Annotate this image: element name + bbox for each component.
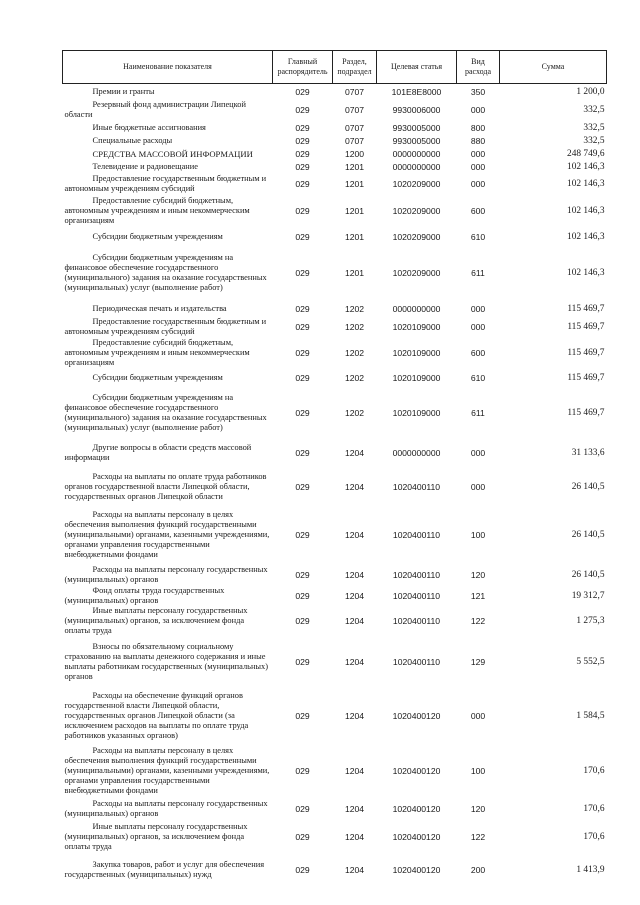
- cell-expense-type: 610: [470, 231, 486, 242]
- cell-target-article: 9930006000: [392, 105, 441, 115]
- table-row: [63, 100, 607, 121]
- cell-chief-manager: 029: [295, 122, 310, 133]
- cell-amount: 170,6: [583, 804, 605, 814]
- cell-amount: 5 552,5: [576, 657, 605, 667]
- cell-section: 1201: [344, 231, 365, 242]
- cell-indicator-name: Субсидии бюджетным учреждениям: [92, 373, 223, 382]
- cell-indicator-name: Предоставление субсидий бюджетным, автономным учреждениям и иным некоммерческим организациям: [64, 337, 250, 367]
- cell-chief-manager: 029: [295, 347, 310, 358]
- cell-target-article: 1020400110: [392, 481, 441, 492]
- cell-amount: 102 146,3: [567, 161, 605, 172]
- cell-target-article: 1020400120: [392, 832, 441, 842]
- cell-target-article: 0000000000: [392, 161, 441, 172]
- table-row: [63, 606, 607, 637]
- cell-section: 1204: [344, 864, 365, 875]
- cell-chief-manager: 029: [295, 178, 310, 189]
- cell-target-article: 9930005000: [392, 136, 441, 146]
- cell-target-article: 1020209000: [392, 268, 441, 278]
- cell-chief-manager: 029: [295, 448, 310, 458]
- cell-section: 1204: [344, 481, 365, 492]
- cell-target-article: 1020209000: [392, 206, 441, 216]
- budget-table: [62, 50, 607, 885]
- cell-chief-manager: 029: [295, 590, 310, 601]
- cell-section: 1201: [344, 206, 365, 216]
- table-row: [63, 121, 607, 135]
- cell-section: 1204: [344, 804, 365, 814]
- table-row: [63, 246, 607, 301]
- cell-section: 1202: [344, 321, 365, 332]
- cell-section: 1204: [344, 569, 365, 580]
- cell-section: 1202: [344, 408, 365, 418]
- cell-chief-manager: 029: [295, 569, 310, 580]
- table-header: [63, 51, 607, 84]
- cell-indicator-name: Специальные расходы: [92, 136, 173, 145]
- table-row: [63, 855, 607, 885]
- cell-indicator-name: Иные бюджетные ассигнования: [92, 122, 206, 132]
- header-target-article: Целевая статья: [377, 51, 457, 84]
- cell-amount: 115 469,7: [567, 321, 605, 332]
- cell-chief-manager: 029: [295, 161, 310, 172]
- table-row: [63, 195, 607, 228]
- table-row: [63, 506, 607, 564]
- table-row: [63, 148, 607, 161]
- table-row: [63, 84, 607, 100]
- header-chief-manager: Главный распорядитель: [273, 51, 333, 84]
- cell-expense-type: 120: [470, 804, 486, 814]
- table-body: [63, 84, 607, 885]
- cell-expense-type: 000: [470, 710, 486, 721]
- cell-target-article: 101E8E8000: [391, 86, 442, 97]
- cell-amount: 1 413,9: [576, 864, 605, 875]
- header-section: Раздел, подраздел: [333, 51, 377, 84]
- cell-chief-manager: 029: [295, 268, 310, 278]
- cell-indicator-name: Расходы на выплаты персоналу в целях обеспечения выполнения функций государственными (муниципальными) органами, казенными учреждениями, органами управления государственными внебюджетными фондами: [64, 746, 270, 795]
- cell-section: 0707: [344, 105, 365, 115]
- cell-expense-type: 121: [470, 590, 486, 601]
- cell-amount: 26 140,5: [571, 569, 605, 580]
- cell-expense-type: 122: [470, 616, 486, 626]
- cell-expense-type: 610: [470, 373, 486, 383]
- cell-expense-type: 000: [470, 481, 486, 492]
- table-row: [63, 439, 607, 468]
- cell-section: 1202: [344, 347, 365, 358]
- cell-indicator-name: Резервный фонд администрации Липецкой области: [64, 100, 246, 119]
- cell-section: 1204: [344, 832, 365, 842]
- cell-indicator-name: Предоставление государственным бюджетным и автономным учреждениям субсидий: [64, 316, 267, 336]
- table-row: [63, 564, 607, 586]
- cell-expense-type: 000: [470, 303, 486, 314]
- cell-indicator-name: Фонд оплаты труда государственных (муниципальных) органов: [64, 585, 225, 605]
- document-page: [62, 50, 606, 885]
- cell-indicator-name: Взносы по обязательному социальному страхованию на выплаты денежного содержания и иные выплаты работникам государственных (муниципальных) органов: [64, 642, 269, 681]
- cell-target-article: 0000000000: [392, 448, 441, 458]
- cell-target-article: 1020209000: [392, 231, 441, 242]
- cell-section: 1204: [344, 590, 365, 601]
- cell-expense-type: 350: [470, 86, 486, 97]
- cell-target-article: 1020400110: [392, 616, 441, 626]
- cell-indicator-name: Расходы на выплаты персоналу в целях обеспечения выполнения функций государственными (муниципальными) органами, казенными учреждениями, органами управления государственными внебюджетными фондами: [64, 509, 270, 559]
- cell-indicator-name: СРЕДСТВА МАССОВОЙ ИНФОРМАЦИИ: [92, 149, 253, 159]
- cell-amount: 332,5: [583, 105, 605, 115]
- cell-amount: 102 146,3: [567, 268, 605, 278]
- cell-target-article: 1020400120: [392, 766, 441, 776]
- cell-expense-type: 611: [471, 408, 485, 418]
- cell-amount: 332,5: [583, 136, 605, 146]
- cell-amount: 1 584,5: [576, 710, 605, 721]
- table-row: [63, 173, 607, 195]
- cell-section: 0707: [344, 122, 365, 133]
- table-row: [63, 586, 607, 606]
- cell-amount: 115 469,7: [567, 347, 605, 358]
- cell-chief-manager: 029: [295, 616, 310, 626]
- cell-amount: 102 146,3: [567, 178, 605, 189]
- cell-expense-type: 200: [470, 864, 486, 875]
- table-row: [63, 337, 607, 369]
- cell-target-article: 1020400110: [392, 529, 441, 540]
- cell-expense-type: 100: [470, 529, 486, 540]
- cell-section: 1204: [344, 616, 365, 626]
- cell-chief-manager: 029: [295, 481, 310, 492]
- cell-chief-manager: 029: [295, 710, 310, 721]
- table-row: [63, 228, 607, 246]
- cell-chief-manager: 029: [295, 804, 310, 814]
- cell-amount: 31 133,6: [571, 448, 605, 458]
- cell-target-article: 1020209000: [392, 178, 441, 189]
- cell-indicator-name: Расходы на выплаты персоналу государственных (муниципальных) органов: [64, 799, 268, 818]
- header-expense-type: Вид расхода: [457, 51, 500, 84]
- cell-target-article: 0000000000: [392, 149, 441, 159]
- cell-chief-manager: 029: [295, 766, 310, 776]
- header-amount: Сумма: [500, 51, 607, 84]
- cell-indicator-name: Периодическая печать и издательства: [92, 303, 227, 313]
- header-indicator-name: Наименование показателя: [63, 51, 273, 84]
- cell-target-article: 9930005000: [392, 122, 441, 133]
- table-row: [63, 799, 607, 820]
- cell-section: 1204: [344, 710, 365, 721]
- cell-indicator-name: Предоставление субсидий бюджетным, автономным учреждениям и иным некоммерческим организациям: [64, 196, 250, 225]
- cell-section: 1202: [344, 303, 365, 314]
- cell-chief-manager: 029: [295, 206, 310, 216]
- cell-section: 1204: [344, 448, 365, 458]
- cell-chief-manager: 029: [295, 136, 310, 146]
- cell-target-article: 1020400110: [392, 657, 441, 667]
- cell-chief-manager: 029: [295, 149, 310, 159]
- cell-amount: 332,5: [583, 122, 605, 133]
- cell-section: 1202: [344, 373, 365, 383]
- cell-indicator-name: Расходы на выплаты по оплате труда работников органов государственной власти Липецкой области, государственных органов Липецкой области: [64, 471, 267, 501]
- cell-indicator-name: Расходы на выплаты персоналу государственных (муниципальных) органов: [64, 564, 268, 584]
- cell-expense-type: 100: [470, 766, 486, 776]
- table-row: [63, 135, 607, 148]
- cell-expense-type: 120: [470, 569, 486, 580]
- cell-section: 1204: [344, 766, 365, 776]
- cell-target-article: 1020400120: [392, 864, 441, 875]
- cell-target-article: 1020400120: [392, 710, 441, 721]
- cell-expense-type: 000: [470, 448, 486, 458]
- cell-target-article: 1020109000: [392, 347, 441, 358]
- cell-indicator-name: Субсидии бюджетным учреждениям: [92, 231, 223, 241]
- cell-indicator-name: Другие вопросы в области средств массовой информации: [64, 443, 252, 462]
- cell-target-article: 1020400110: [392, 569, 441, 580]
- cell-chief-manager: 029: [295, 231, 310, 242]
- cell-amount: 26 140,5: [571, 481, 605, 492]
- cell-target-article: 0000000000: [392, 303, 441, 314]
- cell-amount: 115 469,7: [567, 373, 605, 383]
- cell-amount: 115 469,7: [567, 408, 605, 418]
- cell-amount: 26 140,5: [571, 529, 605, 540]
- table-row: [63, 161, 607, 173]
- cell-indicator-name: Телевидение и радиовещание: [92, 161, 198, 171]
- table-row: [63, 688, 607, 744]
- cell-section: 1204: [344, 657, 365, 667]
- cell-indicator-name: Субсидии бюджетным учреждениям на финансовое обеспечение государственного (муниципального) задания на оказание государственных (муниципальных) услуг (выполнение работ): [64, 393, 267, 432]
- cell-amount: 170,6: [583, 832, 605, 842]
- table-row: [63, 317, 607, 337]
- cell-section: 1201: [344, 161, 365, 172]
- cell-chief-manager: 029: [295, 105, 310, 115]
- cell-target-article: 1020109000: [392, 321, 441, 332]
- cell-chief-manager: 029: [295, 303, 310, 314]
- cell-amount: 1 275,3: [576, 616, 605, 626]
- cell-expense-type: 000: [470, 161, 486, 172]
- cell-chief-manager: 029: [295, 86, 310, 97]
- cell-amount: 19 312,7: [571, 590, 605, 601]
- cell-indicator-name: Расходы на обеспечение функций органов государственной власти Липецкой области, государственных органов Липецкой области (за исключением расходов на выплаты по оплате труда работников указанных органов): [64, 690, 249, 740]
- cell-indicator-name: Предоставление государственным бюджетным и автономным учреждениям субсидий: [64, 173, 267, 193]
- cell-target-article: 1020109000: [392, 373, 441, 383]
- cell-expense-type: 000: [470, 149, 486, 159]
- cell-amount: 115 469,7: [567, 303, 605, 314]
- cell-target-article: 1020400120: [392, 804, 441, 814]
- table-row: [63, 744, 607, 799]
- table-row: [63, 468, 607, 506]
- cell-amount: 1 200,0: [576, 86, 605, 97]
- table-row: [63, 301, 607, 317]
- cell-section: 1201: [344, 178, 365, 189]
- table-row: [63, 388, 607, 439]
- cell-section: 0707: [344, 86, 365, 97]
- cell-chief-manager: 029: [295, 529, 310, 540]
- cell-chief-manager: 029: [295, 321, 310, 332]
- cell-chief-manager: 029: [295, 373, 310, 383]
- cell-indicator-name: Субсидии бюджетным учреждениям на финансовое обеспечение государственного (муниципального) задания на оказание государственных (муниципальных) услуг (выполнение работ): [64, 253, 267, 292]
- cell-expense-type: 000: [470, 178, 486, 189]
- cell-expense-type: 122: [470, 832, 486, 842]
- cell-indicator-name: Закупка товаров, работ и услуг для обеспечения государственных (муниципальных) нужд: [64, 859, 265, 879]
- cell-section: 1200: [344, 149, 365, 159]
- cell-expense-type: 880: [470, 136, 486, 146]
- cell-section: 1204: [344, 529, 365, 540]
- cell-amount: 102 146,3: [567, 206, 605, 216]
- cell-amount: 102 146,3: [567, 231, 605, 242]
- cell-expense-type: 611: [471, 268, 485, 278]
- cell-target-article: 1020400110: [392, 590, 441, 601]
- cell-expense-type: 600: [470, 206, 486, 216]
- cell-expense-type: 000: [470, 105, 486, 115]
- cell-expense-type: 000: [470, 321, 486, 332]
- cell-indicator-name: Иные выплаты персоналу государственных (муниципальных) органов, за исключением фонда оплаты труда: [64, 822, 248, 851]
- cell-indicator-name: Иные выплаты персоналу государственных (муниципальных) органов, за исключением фонда оплаты труда: [64, 606, 248, 635]
- cell-amount: 248 749,6: [567, 149, 605, 159]
- cell-chief-manager: 029: [295, 657, 310, 667]
- cell-amount: 170,6: [583, 766, 605, 776]
- cell-chief-manager: 029: [295, 832, 310, 842]
- cell-section: 0707: [344, 136, 365, 146]
- cell-chief-manager: 029: [295, 864, 310, 875]
- table-row: [63, 637, 607, 688]
- cell-expense-type: 600: [470, 347, 486, 358]
- table-row: [63, 369, 607, 388]
- cell-indicator-name: Премии и гранты: [92, 86, 155, 96]
- cell-expense-type: 129: [470, 657, 486, 667]
- table-row: [63, 820, 607, 855]
- cell-expense-type: 800: [470, 122, 486, 133]
- cell-section: 1201: [344, 268, 365, 278]
- cell-target-article: 1020109000: [392, 408, 441, 418]
- cell-chief-manager: 029: [295, 408, 310, 418]
